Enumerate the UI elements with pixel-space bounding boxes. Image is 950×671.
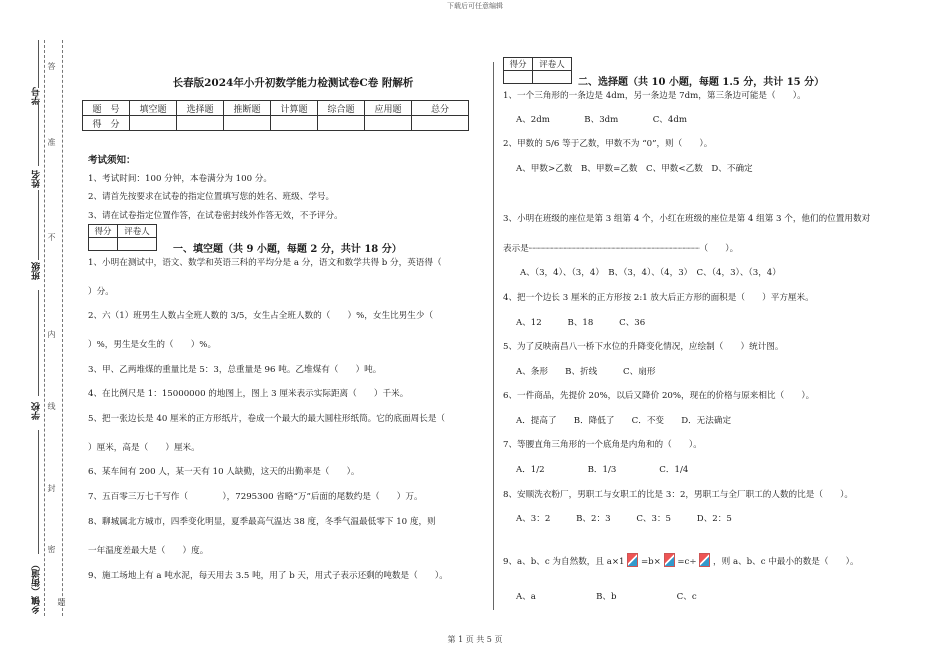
score-cell-blank[interactable] xyxy=(412,116,469,131)
question-line: 1、小明在测试中，语文、数学和英语三科的平均分是 a 分，语文和数学共得 b 分，英语得（ xyxy=(88,258,442,268)
score-cell: 计算题 xyxy=(271,101,318,116)
column-divider xyxy=(493,62,494,610)
student-id-field xyxy=(38,40,39,88)
paper-title: 长春版2024年小升初数学能力检测试卷C卷 附解析 xyxy=(172,77,414,89)
question-line: 6、一件商品，先提价 20%，以后又降价 20%，现在的价格与原来相比（ ）。 xyxy=(503,391,815,401)
grader-box xyxy=(503,57,572,84)
download-note: 下载后可任意编辑 xyxy=(447,2,503,10)
question-line: 7、等腰直角三角形的一个底角是内角和的（ ）。 xyxy=(503,440,702,450)
question-line: 9、施工场地上有 a 吨水泥，每天用去 3.5 吨，用了 b 天，用式子表示还剩的吨数是（ ）。 xyxy=(88,571,448,581)
score-table xyxy=(82,100,469,131)
question-line-9 xyxy=(503,553,859,567)
score-cell: 应用题 xyxy=(365,101,412,116)
seal-line-inner xyxy=(62,40,63,616)
town-field xyxy=(38,430,39,554)
score-cell-blank[interactable] xyxy=(365,116,412,131)
question-line: 8、安顺洗衣粉厂，男职工与女职工的比是 3：2，男职工与全厂职工的人数的比是（ ）。 xyxy=(503,490,853,500)
question-line: 3、甲、乙两堆煤的重量比是 5：3，总重量是 96 吨。乙堆煤有（ ）吨。 xyxy=(88,365,382,375)
score-cell: 题 号 xyxy=(83,101,130,116)
score-cell: 填空题 xyxy=(130,101,177,116)
strip-mark: 准 xyxy=(47,138,56,146)
page-footer: 第 1 页 共 5 页 xyxy=(447,635,503,644)
question-line: 4、把一个边长 3 厘米的正方形按 2:1 放大后正方形的面积是（ ）平方厘米。 xyxy=(503,293,814,303)
seal-line xyxy=(44,40,45,616)
score-cell: 得 分 xyxy=(83,116,130,131)
section-choice-title: 二、选择题（共 10 小题，每题 1.5 分，共计 15 分） xyxy=(578,77,825,88)
student-id-label: 学号 xyxy=(32,87,42,105)
school-label: 学校 xyxy=(32,402,42,420)
section-fill-blank-title: 一、填空题（共 9 小题，每题 2 分，共计 18 分） xyxy=(173,244,402,255)
class-label: 班级 xyxy=(32,262,42,280)
fraction-image-icon xyxy=(627,553,638,567)
question-line: 表示是┈┈┈┈┈┈┈┈┈┈┈┈┈┈┈┈┈┈┈┈┈┈┈┈┈┈┈┈┈┈┈┈┈（ ）。 xyxy=(503,244,739,254)
fraction-image-icon xyxy=(664,553,675,567)
exam-note: 3、请在试卷指定位置作答，在试卷密封线外作答无效，不予评分。 xyxy=(88,211,343,221)
option-line: A、甲数>乙数 B、甲数=乙数 C、甲数<乙数 D、不确定 xyxy=(516,164,753,174)
score-table-header-row xyxy=(83,101,469,116)
option-line: A、（3，4）、（3，4） B、（3，4）、（4，3） C、（4，3）、（3，4） xyxy=(520,268,781,278)
question-line: 2、六（1）班男生人数占全班人数的 3/5，女生占全班人数的（ ）%，女生比男生少（ xyxy=(88,311,434,321)
question-line: 5、为了反映南昌八一桥下水位的升降变化情况，应绘制（ ）统计图。 xyxy=(503,342,784,352)
strip-mark: 答 xyxy=(47,62,56,70)
school-field xyxy=(38,290,39,396)
score-cell: 综合题 xyxy=(318,101,365,116)
question-line: ）分。 xyxy=(88,287,114,297)
score-cell: 选择题 xyxy=(177,101,224,116)
class-field xyxy=(38,190,39,260)
strip-mark: 密 xyxy=(47,545,56,553)
q9-mid1: =b× xyxy=(640,557,661,567)
score-table-score-row xyxy=(83,116,469,131)
question-line: 2、甲数的 5/6 等于乙数，甲数不为 “0”，则（ ）。 xyxy=(503,139,713,149)
grader-score-blank[interactable] xyxy=(89,238,118,251)
name-field xyxy=(38,100,39,166)
q9-suffix: ，则 a、b、c 中最小的数是（ ）。 xyxy=(713,557,859,567)
question-line: 4、在比例尺是 1：15000000 的地图上，图上 3 厘米表示实际距离（ ）千米。 xyxy=(88,389,409,399)
option-line: A、3：2 B、2：3 C、3：5 D、2：5 xyxy=(516,514,732,524)
grader-score-label: 得分 xyxy=(504,58,533,71)
question-line: ）%，男生是女生的（ ）%。 xyxy=(88,340,217,350)
strip-mark: 不 xyxy=(47,233,56,241)
exam-note: 1、考试时间：100 分钟，本卷满分为 100 分。 xyxy=(88,174,272,184)
score-cell-blank[interactable] xyxy=(177,116,224,131)
score-cell-blank[interactable] xyxy=(130,116,177,131)
strip-mark: 封 xyxy=(47,484,56,492)
grader-label: 评卷人 xyxy=(118,225,157,238)
question-line: 7、五百零三万七千写作（ ），7295300 省略“万”后面的尾数约是（ ）万。 xyxy=(88,492,423,502)
score-cell: 总分 xyxy=(412,101,469,116)
option-line: A、条形 B、折线 C、扇形 xyxy=(516,367,656,377)
question-line: 一年温度差最大是（ ）度。 xyxy=(88,546,209,556)
grader-score-blank[interactable] xyxy=(504,71,533,84)
exam-notes-heading: 考试须知： xyxy=(88,155,136,166)
question-line: ）厘米，高是（ ）厘米。 xyxy=(88,443,200,453)
q9-mid2: =c÷ xyxy=(677,557,697,567)
fraction-image-icon xyxy=(699,553,710,567)
question-line: 8、聊城属北方城市，四季变化明显，夏季最高气温达 38 度，冬季气温最低零下 10 度，则 xyxy=(88,517,436,527)
grader-score-label: 得分 xyxy=(89,225,118,238)
question-line: 6、某车间有 200 人，某一天有 10 人缺勤，这天的出勤率是（ ）。 xyxy=(88,467,360,477)
score-cell-blank[interactable] xyxy=(318,116,365,131)
strip-mark: 内 xyxy=(47,330,56,338)
score-cell: 推断题 xyxy=(224,101,271,116)
option-line: A．提高了 B．降低了 C．不变 D．无法确定 xyxy=(516,416,732,426)
grader-label: 评卷人 xyxy=(533,58,572,71)
strip-mark: 题 xyxy=(57,598,66,606)
grader-box xyxy=(88,224,157,251)
grader-name-blank[interactable] xyxy=(533,71,572,84)
town-label: 乡镇（街道） xyxy=(32,560,42,614)
strip-mark: 线 xyxy=(47,402,56,410)
score-cell-blank[interactable] xyxy=(224,116,271,131)
question-line: 1、一个三角形的一条边是 4dm，另一条边是 7dm，第三条边可能是（ ）。 xyxy=(503,91,806,101)
grader-name-blank[interactable] xyxy=(118,238,157,251)
option-line: A、12 B、18 C、36 xyxy=(516,318,646,328)
option-line: A．1/2 B．1/3 C．1/4 xyxy=(516,465,689,475)
score-cell-blank[interactable] xyxy=(271,116,318,131)
q9-prefix: 9、a、b、c 为自然数，且 a×1 xyxy=(503,557,625,567)
option-line: A、2dm B、3dm C、4dm xyxy=(516,115,687,125)
question-line: 3、小明在班级的座位是第 3 组第 4 个，小红在班级的座位是第 4 组第 3 个，他们的位置用数对 xyxy=(503,214,871,224)
name-label: 姓名 xyxy=(32,170,42,188)
option-line: A、a B、b C、c xyxy=(516,592,697,602)
question-line: 5、把一张边长是 40 厘米的正方形纸片，卷成一个最大的最大圆柱形纸筒。它的底面周长是（ xyxy=(88,414,446,424)
exam-note: 2、请首先按要求在试卷的指定位置填写您的姓名、班级、学号。 xyxy=(88,192,335,202)
